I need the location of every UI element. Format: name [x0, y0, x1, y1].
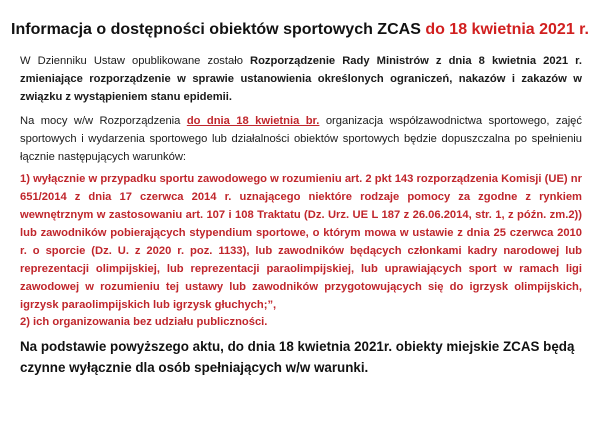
conclusion: Na podstawie powyższego aktu, do dnia 18 kwietnia 2021r. obiekty miejskie ZCAS będą czynne wyłącznie dla osób spełniających w/w warunki.: [20, 339, 575, 375]
condition-1: 1) wyłącznie w przypadku sportu zawodowego w rozumieniu art. 2 pkt 143 rozporządzenia Komisji (UE) nr 651/2014 z dnia 17 czerwca 2014 r. uznającego niektóre rodzaje pomocy za zgodne z rynkiem wewnętrznym w zastosowaniu art. 107 i 108 Traktatu (Dz. Urz. UE L 187 z 26.06.2014, str. 1, z późn. zm.2)) lub zawodników pobierających stypendium sportowe, o którym mowa w ustawie z dnia 25 czerwca 2010 r. o sporcie (Dz. U. z 2020 r. poz. 1133), lub zawodników będących członkami kadry narodowej lub reprezentacji olimpijskiej, lub reprezentacji paraolimpijskiej, lub uprawiających sport w ramach ligi zawodowej w rozumieniu tej ustawy lub zawodników przygotowujących się do igrzysk olimpijskich, igrzysk paraolimpijskich lub igrzysk głuchych;”,: [20, 173, 582, 311]
paragraph1-regulation-name: Rozporządzenie Rady Ministrów z dnia 8 kwietnia 2021 r. zmieniające rozporządzenie w sprawie ustanowienia określonych ograniczeń, nakazów i zakazów w związku z wystąpieniem stanu epidemii.: [20, 55, 582, 103]
page-title: [0, 21, 600, 39]
paragraph-conditions-intro: [20, 112, 582, 166]
condition-2: 2) ich organizowania bez udziału publiczności.: [20, 316, 268, 328]
title-main: Informacja o dostępności obiektów sportowych ZCAS: [11, 21, 426, 38]
paragraph2-rest: organizacja współzawodnictwa sportowego, zajęć sportowych i wydarzenia sportowego lub działalności obiektów sportowych będzie dopuszczalna po spełnieniu łącznie następujących warunków:: [20, 115, 582, 163]
paragraph-regulation-intro: [20, 52, 582, 106]
paragraph1-intro: W Dzienniku Ustaw opublikowane zostało: [20, 55, 250, 67]
paragraph2-date-highlight: do dnia 18 kwietnia br.: [186, 115, 320, 127]
title-date-highlight: do 18 kwietnia 2021 r.: [425, 21, 589, 38]
paragraph2-intro: Na mocy w/w Rozporządzenia: [20, 115, 187, 127]
